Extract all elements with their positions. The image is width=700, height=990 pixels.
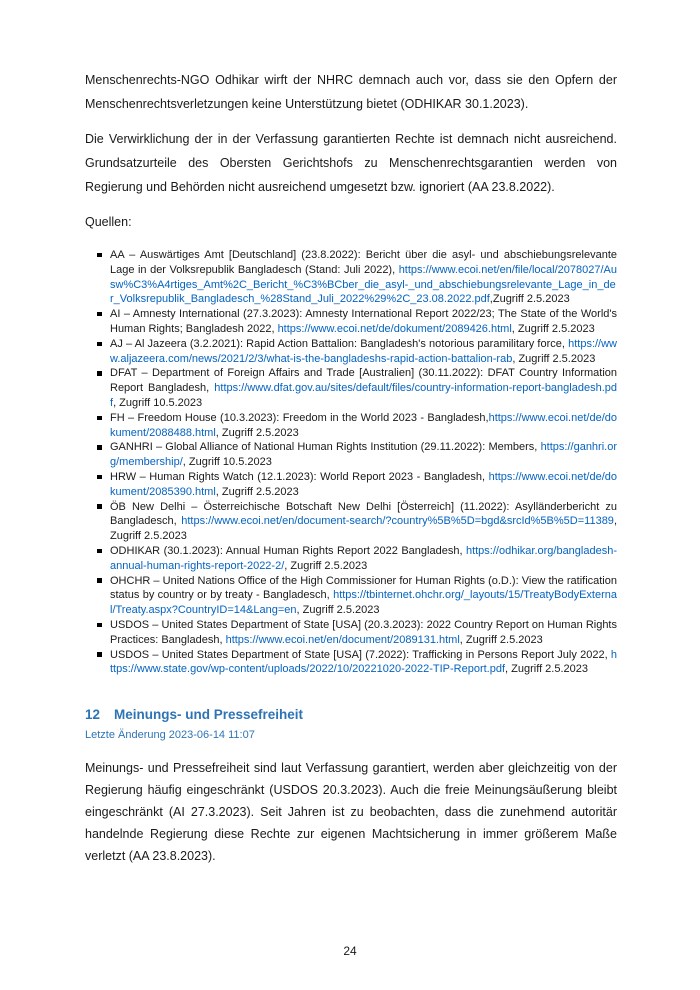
source-text: , Zugriff 2.5.2023 <box>284 559 368 572</box>
source-link[interactable]: https://www.ecoi.net/de/dokument/2085390.html <box>110 470 617 498</box>
sources-label: Quellen: <box>85 215 132 229</box>
source-text: FH – Freedom House (10.3.2023): Freedom in the World 2023 - Bangladesh, <box>110 411 489 424</box>
source-link[interactable]: https://www.ecoi.net/de/dokument/2089426.html <box>277 322 512 335</box>
bullet-square-icon <box>97 652 102 657</box>
source-text: GANHRI – Global Alliance of National Human Rights Institution (29.11.2022): Members, <box>110 441 541 454</box>
source-text: , Zugriff 2.5.2023 <box>459 633 543 646</box>
source-text: , Zugriff 2.5.2023 <box>215 485 299 498</box>
source-link[interactable]: https://ganhri.org/membership/ <box>110 441 617 469</box>
paragraph-press-freedom: Meinungs- und Pressefreiheit sind laut Verfassung garantiert, werden aber gleichzeitig von der Regierung häufig eingeschränkt (USDOS 20.3.2023). Auch die freie Meinungsäußerung bleibt eingeschränkt (AI 27.3.2023). Seit Jahren ist zu beobachten, dass die zunehmend autoritär handelnde Regierung diese Rechte zur eigenen Machtsicherung in immer größerem Maße verletzt (AA 23.8.2023). <box>85 761 617 864</box>
source-text: , Zugriff 2.5.2023 <box>512 352 596 365</box>
sources-list <box>85 248 617 677</box>
page-content <box>85 68 617 880</box>
source-item <box>85 618 617 648</box>
source-link[interactable]: https://www.ecoi.net/de/dokument/2088488.html <box>110 411 617 439</box>
bullet-square-icon <box>97 549 102 554</box>
bullet-square-icon <box>97 623 102 628</box>
source-item <box>85 248 617 307</box>
source-link[interactable]: https://www.ecoi.net/en/file/local/2078027/Ausw%C3%A4rtiges_Amt%2C_Bericht_%C3%BCber_die_asyl-_und_abschiebungsrelevante_Lage_in_der_Volksrepublik_Bangladesch_%28Stand_Juli_2022%29%2C_23.08.2022.pdf <box>110 263 617 306</box>
bullet-square-icon <box>97 578 102 583</box>
source-item <box>85 544 617 574</box>
source-item <box>85 440 617 470</box>
page-number: 24 <box>343 944 357 958</box>
last-modified-note: Letzte Änderung 2023-06-14 11:07 <box>85 729 255 742</box>
source-text: AJ – Al Jazeera (3.2.2021): Rapid Action Battalion: Bangladesh's notorious paramilitary force, <box>110 337 569 350</box>
bullet-square-icon <box>97 312 102 317</box>
source-link[interactable]: https://www.aljazeera.com/news/2021/2/3/what-is-the-bangladeshs-rapid-action-battalion-rab <box>110 337 617 365</box>
source-link[interactable]: https://tbinternet.ohchr.org/_layouts/15/TreatyBodyExternal/Treaty.aspx?CountryID=14&Lang=en <box>110 589 617 617</box>
bullet-square-icon <box>97 475 102 480</box>
section-title: Meinungs- und Pressefreiheit <box>114 707 304 723</box>
source-item <box>85 500 617 544</box>
source-text: AI – Amnesty International (27.3.2023): Amnesty International Report 2022/23; The State of the World's Human Rights; Bangladesh 2022, <box>110 308 617 335</box>
bullet-square-icon <box>97 504 102 509</box>
source-text: ÖB New Delhi – Österreichische Botschaft New Delhi [Österreich] (11.2022): Asylländerbericht zu Bangladesch, <box>110 500 617 528</box>
source-item <box>85 648 617 678</box>
source-item <box>85 366 617 410</box>
bullet-square-icon <box>97 371 102 376</box>
source-item <box>85 307 617 337</box>
bullet-square-icon <box>97 416 102 421</box>
paragraph-constitutional-rights: Die Verwirklichung der in der Verfassung garantierten Rechte ist demnach nicht ausreichend. Grundsatzurteile des Obersten Gerichtshofs zu Menschenrechtsgarantien werden von Regierung und Behörden nicht ausreichend umgesetzt bzw. ignoriert (AA 23.8.2022). <box>85 132 617 194</box>
source-text: OHCHR – United Nations Office of the High Commissioner for Human Rights (o.D.): View the ratification status by country or by treaty - Bangladesch, <box>110 574 617 602</box>
bullet-square-icon <box>97 253 102 258</box>
section-number: 12 <box>85 707 101 723</box>
source-text: , Zugriff 2.5.2023 <box>110 515 617 543</box>
source-text: , Zugriff 10.5.2023 <box>182 456 272 469</box>
source-text: , Zugriff 2.5.2023 <box>296 604 380 617</box>
source-item <box>85 574 617 618</box>
source-text: , Zugriff 2.5.2023 <box>511 322 595 335</box>
source-text: , Zugriff 10.5.2023 <box>113 396 203 409</box>
source-text: ODHIKAR (30.1.2023): Annual Human Rights Report 2022 Bangladesh, <box>110 544 466 557</box>
section-heading <box>85 707 617 722</box>
source-text: , Zugriff 2.5.2023 <box>505 663 588 676</box>
source-link[interactable]: https://www.ecoi.net/en/document-search/?country%5B%5D=bgd&srcId%5B%5D=11389 <box>181 515 614 528</box>
source-text: AA – Auswärtiges Amt [Deutschland] (23.8.2022): Bericht über die asyl- und abschiebungsrelevante Lage in der Volksrepublik Bangladesch (Stand: Juli 2022), <box>110 249 617 276</box>
source-text: , Zugriff 2.5.2023 <box>215 426 299 439</box>
source-text: ,Zugriff 2.5.2023 <box>489 293 570 306</box>
source-text: USDOS – United States Department of State [USA] (20.3.2023): 2022 Country Report on Human Rights Practices: Bangladesh, <box>110 618 617 646</box>
bullet-square-icon <box>97 445 102 450</box>
paragraph-nhrc-criticism: Menschenrechts-NGO Odhikar wirft der NHRC demnach auch vor, dass sie den Opfern der Menschenrechtsverletzungen keine Unterstützung bietet (ODHIKAR 30.1.2023). <box>85 73 617 111</box>
source-text: USDOS – United States Department of State [USA] (7.2022): Trafficking in Persons Report July 2022, <box>110 648 611 661</box>
bullet-square-icon <box>97 342 102 347</box>
source-link[interactable]: https://www.dfat.gov.au/sites/default/files/country-information-report-bangladesh.pdf <box>110 382 617 409</box>
source-link[interactable]: https://odhikar.org/bangladesh-annual-human-rights-report-2022-2/ <box>110 544 617 572</box>
source-item <box>85 411 617 441</box>
source-item <box>85 470 617 500</box>
source-link[interactable]: https://www.state.gov/wp-content/uploads/2022/10/20221020-2022-TIP-Report.pdf <box>110 648 617 676</box>
source-link[interactable]: https://www.ecoi.net/en/document/2089131.html <box>225 633 460 646</box>
source-text: DFAT – Department of Foreign Affairs and Trade [Australien] (30.11.2022): DFAT Country Information Report Bangladesh, <box>110 367 617 395</box>
source-item <box>85 337 617 367</box>
source-text: HRW – Human Rights Watch (12.1.2023): World Report 2023 - Bangladesh, <box>110 470 489 483</box>
